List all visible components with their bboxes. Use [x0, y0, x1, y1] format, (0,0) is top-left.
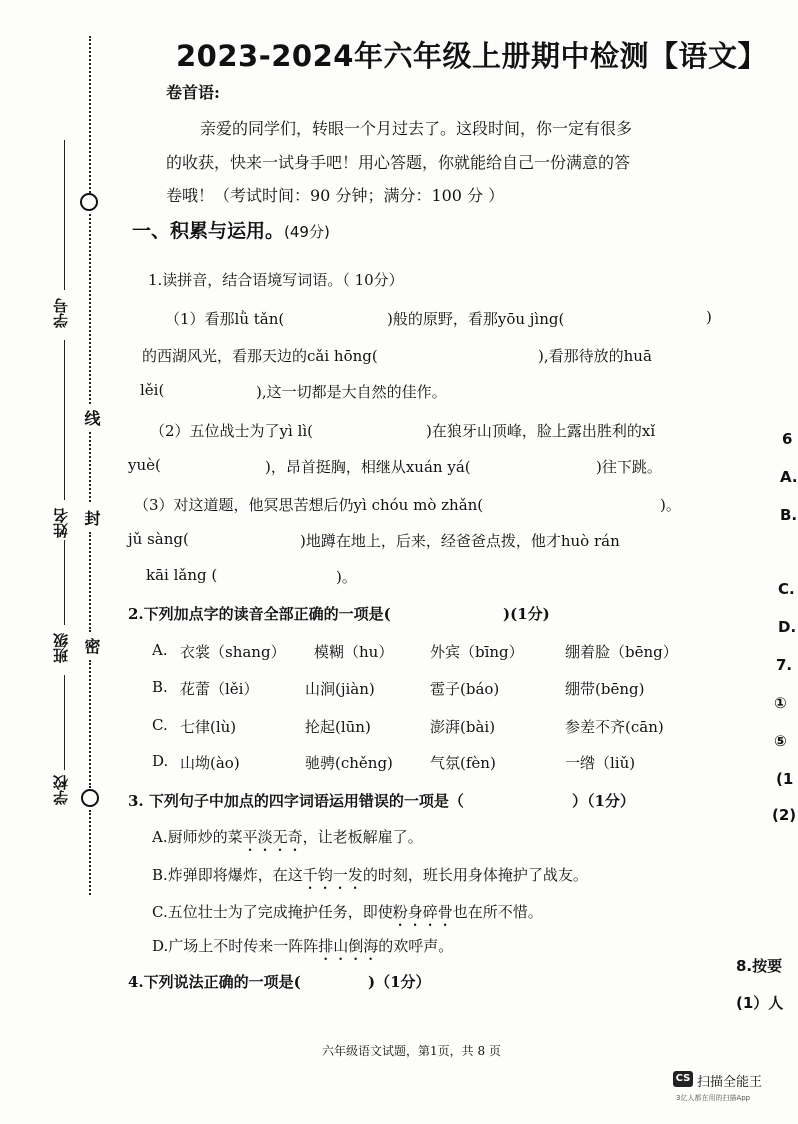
preface-label: 卷首语:	[166, 83, 220, 102]
scanner-logo-icon: CS	[673, 1071, 693, 1087]
q2-option-c-item-2: 抡起(lūn)	[305, 718, 371, 736]
binding-dotted-line-top	[89, 36, 91, 196]
edge-fragment-7: ①	[774, 694, 787, 712]
q2-option-b-item-4: 绷带(bēng)	[565, 680, 645, 698]
binding-dotted-line-mid3	[89, 532, 91, 632]
q1-p2-line2c: )往下跳。	[596, 458, 662, 476]
q1-p1-line3a: lěi(	[140, 381, 165, 399]
q3-option-b-pre: B.炸弹即将爆炸，在这	[152, 866, 303, 884]
label-student-id: 学号	[52, 298, 70, 328]
margin-char-mi: 密	[82, 638, 101, 654]
q2-option-d-letter[interactable]: D.	[152, 752, 169, 770]
q2-option-a-item-4: 绷着脸（bēng）	[565, 643, 678, 661]
preface-line-3: 卷哦！（考试时间：90 分钟；满分：100 分 ）	[166, 186, 505, 205]
q2-option-c-item-4: 参差不齐(cān)	[565, 718, 664, 736]
edge-fragment-2: A.	[780, 468, 798, 486]
edge-fragment-9: (1	[776, 770, 794, 788]
q4-stem: 4.下列说法正确的一项是(	[128, 973, 301, 991]
q1-p1-line3b: ),这一切都是大自然的佳作。	[256, 383, 447, 401]
q1-p3-line2b: )地蹲在地上，后来，经爸爸点拨，他才huò rán	[300, 532, 620, 550]
q2-option-c-letter[interactable]: C.	[152, 716, 168, 734]
q3-option-a[interactable]	[152, 826, 423, 855]
q3-option-a-post: ，让老板解雇了。	[302, 828, 423, 846]
exam-title: 2023-2024年六年级上册期中检测【语文】	[176, 39, 767, 73]
edge-fragment-6: 7.	[776, 656, 793, 674]
q1-p1-seg-b: )般的原野，看那yōu jìng(	[387, 310, 565, 328]
q3-stem: 3. 下列句子中加点的四字词语运用错误的一项是（	[128, 792, 464, 810]
field-student-id[interactable]	[64, 140, 65, 290]
q1-p3-line1b: )。	[660, 496, 681, 514]
q2-option-a-item-2: 模糊（hu）	[314, 643, 394, 661]
q3-option-d-pre: D.广场上不时传来一阵阵	[152, 937, 319, 955]
edge-fragment-12: (1）人	[736, 994, 784, 1012]
q3-option-b-post: 的时刻，班长用身体掩护了战友。	[362, 866, 588, 884]
q2-stem: 2.下列加点字的读音全部正确的一项是(	[128, 605, 391, 623]
page-footer: 六年级语文试题，第1页，共 8 页	[322, 1044, 501, 1058]
q1-p3-line3b: )。	[336, 568, 357, 586]
edge-fragment-10: (2)	[772, 806, 797, 824]
q3-stem-end: ）（1分）	[572, 792, 635, 810]
q2-option-b-item-3: 雹子(báo)	[430, 680, 500, 698]
q1-p3-line3a: kāi lǎng (	[146, 566, 218, 584]
q1-p2-line1b: )在狼牙山顶峰，脸上露出胜利的xǐ	[426, 422, 656, 440]
q1-p3-line1a: （3）对这道题，他冥思苦想后仍yì chóu mò zhǎn(	[134, 496, 484, 514]
binding-dotted-line-mid2	[89, 432, 91, 502]
scanner-app-tagline: 3亿人都在用的扫描App	[676, 1094, 751, 1102]
q1-stem: 1.读拼音，结合语境写词语。（ 10分）	[148, 271, 404, 289]
q1-p2-line2b: )，昂首挺胸，相继从xuán yá(	[265, 458, 471, 476]
q2-option-b-letter[interactable]: B.	[152, 678, 168, 696]
field-school[interactable]	[64, 675, 65, 770]
q1-p1-line2b: ),看那待放的huā	[538, 347, 652, 365]
q3-option-c-post: 也在所不惜。	[452, 903, 543, 921]
q4-stem-end: )（1分）	[368, 973, 431, 991]
q1-p2-line1a: （2）五位战士为了yì lì(	[150, 422, 314, 440]
q3-option-d[interactable]	[152, 935, 453, 964]
binding-dotted-line-mid1	[89, 214, 91, 404]
label-name: 姓名	[52, 508, 70, 538]
q3-option-b-word: 千钧一发	[302, 866, 363, 884]
q3-option-c-word: 粉身碎骨	[392, 903, 453, 921]
q3-option-a-word: 平淡无奇	[242, 828, 303, 846]
q3-option-d-post: 的欢呼声。	[378, 937, 454, 955]
margin-char-xian: 线	[82, 410, 101, 426]
q2-option-b-item-1: 花蕾（lěi）	[180, 680, 259, 698]
q1-p1-line2a: 的西湖风光，看那天边的cǎi hōng(	[142, 347, 378, 365]
binding-circle-bottom	[81, 789, 99, 807]
q2-option-a-letter[interactable]: A.	[152, 641, 168, 659]
q2-option-b-item-2: 山涧(jiàn)	[305, 680, 375, 698]
q2-option-a-item-1: 衣裳（shang）	[180, 643, 286, 661]
label-school: 学校	[52, 775, 70, 805]
q1-p1-seg-c: )	[706, 308, 712, 326]
q2-option-d-item-4: 一绺（liǔ)	[565, 754, 636, 772]
preface-line-2: 的收获，快来一试身手吧！用心答题，你就能给自己一份满意的答	[166, 153, 631, 172]
edge-fragment-1: 6	[782, 430, 793, 448]
margin-char-feng: 封	[82, 510, 101, 526]
q3-option-b[interactable]	[152, 864, 588, 893]
q1-p2-line2a: yuè(	[128, 456, 161, 474]
field-class[interactable]	[64, 540, 65, 625]
preface-line-1: 亲爱的同学们，转眼一个月过去了。这段时间，你一定有很多	[200, 119, 633, 138]
q3-option-c[interactable]	[152, 901, 543, 930]
q2-option-d-item-2: 驰骋(chěng)	[305, 754, 393, 772]
binding-dotted-line-bottom	[89, 810, 91, 895]
q2-option-a-item-3: 外宾（bīng）	[430, 643, 524, 661]
edge-fragment-8: ⑤	[774, 732, 787, 750]
q2-option-c-item-3: 澎湃(bài)	[430, 718, 496, 736]
edge-fragment-11: 8.按要	[736, 957, 783, 975]
field-name[interactable]	[64, 340, 65, 500]
q3-option-c-pre: C.五位壮士为了完成掩护任务，即使	[152, 903, 393, 921]
binding-circle-top	[80, 193, 98, 211]
scanner-app-name: 扫描全能王	[697, 1075, 763, 1090]
section-1-heading	[132, 216, 330, 243]
edge-fragment-3: B.	[780, 506, 798, 524]
q2-option-d-item-3: 气氛(fèn)	[430, 754, 496, 772]
edge-fragment-4: C.	[778, 580, 795, 598]
section-1-score: (49分)	[284, 223, 330, 241]
q3-option-a-pre: A.厨师炒的菜	[152, 828, 243, 846]
q3-option-d-word: 排山倒海	[318, 937, 379, 955]
q2-option-d-item-1: 山坳(ào)	[180, 754, 240, 772]
label-class: 班级	[52, 633, 70, 663]
binding-dotted-line-mid4	[89, 660, 91, 788]
q1-p1-seg-a: （1）看那lǜ tǎn(	[165, 310, 285, 328]
q2-option-c-item-1: 七律(lù)	[180, 718, 237, 736]
edge-fragment-5: D.	[778, 618, 797, 636]
section-1-title: 一、积累与运用。	[132, 220, 285, 242]
q2-stem-end: )(1分)	[503, 605, 550, 623]
q1-p3-line2a: jǔ sàng(	[128, 530, 189, 548]
